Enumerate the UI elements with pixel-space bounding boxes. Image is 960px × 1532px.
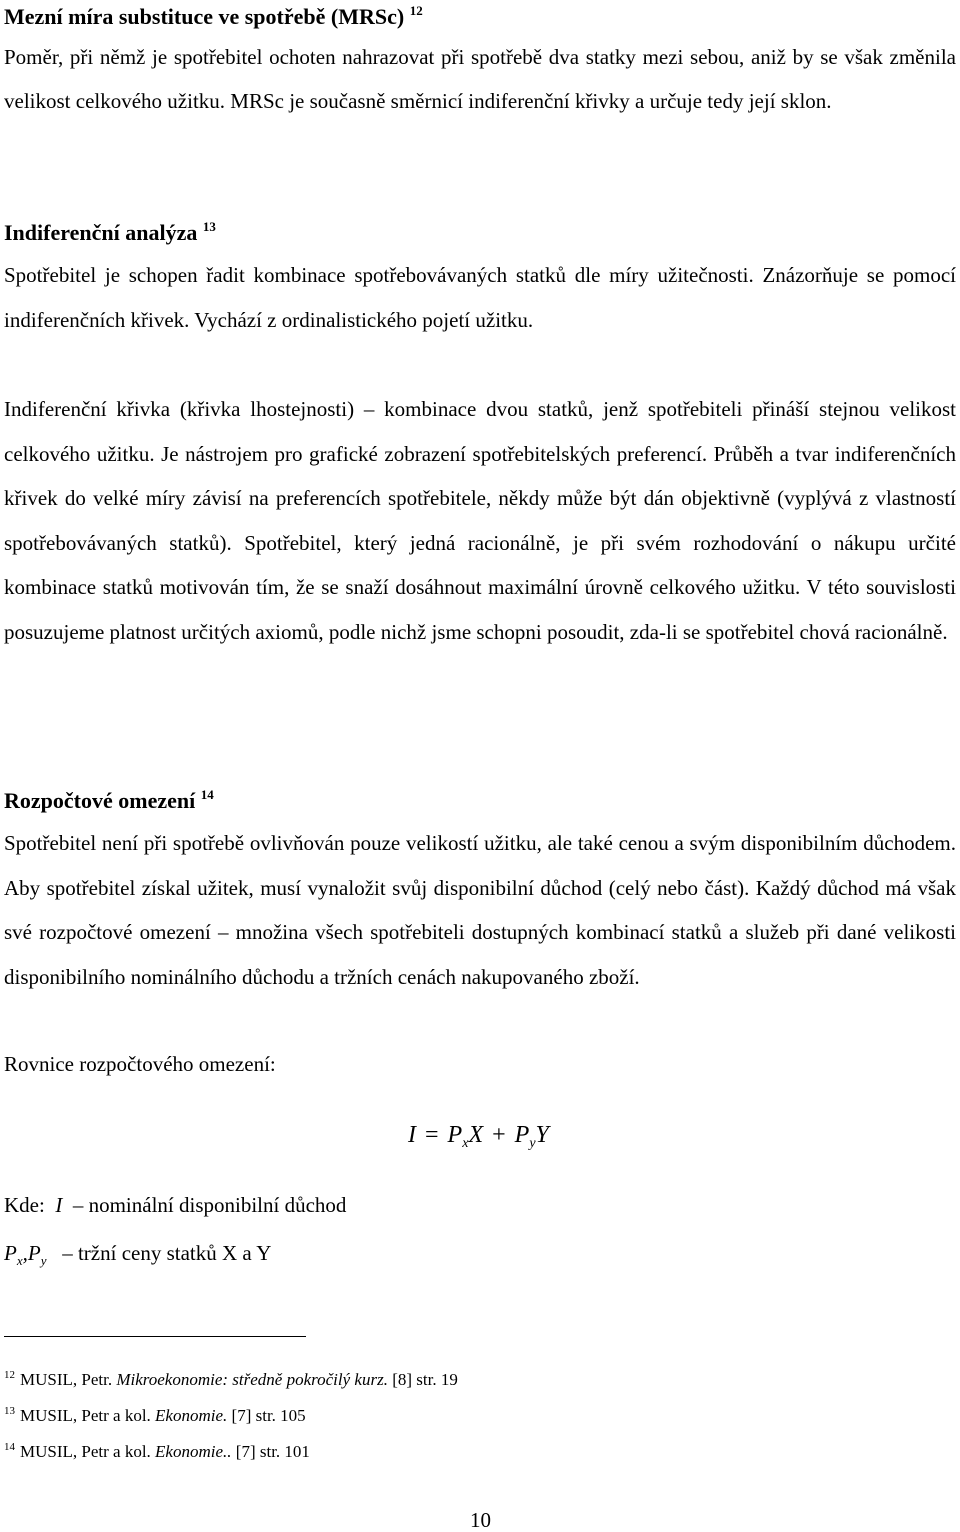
budget-equation — [408, 1122, 549, 1149]
footnote-number: 13 — [4, 1405, 15, 1417]
where-label: Kde: — [4, 1193, 45, 1217]
page-number: 10 — [470, 1508, 491, 1532]
footnote-ref: 13 — [202, 219, 216, 234]
formula-sub-y: y — [529, 1136, 536, 1151]
formula-income: I — [408, 1122, 416, 1148]
footnote-ref-text: [7] str. 105 — [231, 1406, 306, 1425]
var-p: P — [27, 1241, 41, 1265]
heading-text: Indiferenční analýza — [4, 220, 198, 245]
footnote-author: MUSIL, Petr. — [20, 1370, 113, 1389]
var-prices — [4, 1241, 47, 1268]
heading-text: Rozpočtové omezení — [4, 788, 196, 813]
paragraph-indifference-intro: Spotřebitel je schopen řadit kombinace spotřebovávaných statků dle míry užitečnosti. Znázorňuje se pomocí indiferenčních křivek. Vychází z ordinalistického pojetí užitku. — [4, 263, 956, 332]
footnote-title: Mikroekonomie: středně pokročilý kurz. — [116, 1370, 388, 1389]
var-sub-x: x — [16, 1253, 23, 1268]
footnote-separator — [4, 1336, 306, 1337]
formula-price-y: P — [514, 1122, 530, 1148]
var-separator: , — [22, 1241, 28, 1265]
footnote — [4, 1370, 458, 1390]
paragraph-indifference-curve: Indiferenční křivka (křivka lhostejnosti) – kombinace dvou statků, jenž spotřebiteli přináší stejnou velikost celkového užitku. Je nástrojem pro grafické zobrazení spotřebitelských preferencí. Průběh a tvar indiferenčních křivek do velké míry závisí na preferencích spotřebitele, někdy může být dán objektivně (vyplývá z vlastností spotřebovávaných statků). Spotřebitel, který jedná racionálně, je při svém rozhodování o nákupu určité kombinace statků motivován tím, že se snaží dosáhnout maximální úrovně celkového užitku. V této souvislosti posuzujeme platnost určitých axiomů, podle nichž jsme schopni posoudit, zda-li se spotřebitel chová racionálně. — [4, 397, 956, 644]
definition-prices — [4, 1240, 271, 1266]
formula-good-y: Y — [535, 1122, 549, 1148]
formula-good-x: X — [468, 1122, 484, 1148]
document-page — [4, 0, 956, 1531]
footnote-number: 12 — [4, 1369, 15, 1381]
formula-plus: + — [492, 1122, 506, 1148]
section-heading-mrsc — [4, 4, 423, 30]
income-description: – nominální disponibilní důchod — [72, 1193, 347, 1217]
footnote-ref-text: [8] str. 19 — [392, 1370, 458, 1389]
footnote — [4, 1442, 310, 1462]
section-heading-budget — [4, 788, 214, 814]
footnote-title: Ekonomie.. — [155, 1442, 232, 1461]
heading-text: Mezní míra substituce ve spotřebě (MRSc) — [4, 4, 405, 29]
footnote — [4, 1406, 306, 1426]
footnote-title: Ekonomie. — [155, 1406, 228, 1425]
formula-price-x: P — [447, 1122, 463, 1148]
footnote-author: MUSIL, Petr a kol. — [20, 1406, 151, 1425]
var-income: I — [55, 1193, 63, 1217]
paragraph-budget: Spotřebitel není při spotřebě ovlivňován pouze velikostí užitku, ale také cenou a svým disponibilním důchodem. Aby spotřebitel získal užitek, musí vynaložit svůj disponibilní důchod (celý nebo část). Každý důchod má však své rozpočtové omezení – množina všech spotřebiteli dostupných kombinací statků a služeb při dané velikosti disponibilního nominálního důchodu a tržních cenách nakupovaného zboží. — [4, 831, 956, 989]
formula-sub-x: x — [462, 1136, 469, 1151]
footnote-ref: 14 — [200, 787, 214, 802]
footnote-ref: 12 — [409, 3, 423, 18]
section-heading-indifference — [4, 220, 216, 246]
definition-income — [4, 1192, 346, 1218]
footnote-ref-text: [7] str. 101 — [235, 1442, 310, 1461]
equation-label: Rovnice rozpočtového omezení: — [4, 1052, 276, 1076]
footnote-author: MUSIL, Petr a kol. — [20, 1442, 151, 1461]
formula-equals: = — [425, 1122, 439, 1148]
prices-description: – tržní ceny statků X a Y — [62, 1241, 272, 1265]
var-p: P — [4, 1241, 17, 1265]
footnote-number: 14 — [4, 1441, 15, 1453]
paragraph-mrsc: Poměr, při němž je spotřebitel ochoten nahrazovat při spotřebě dva statky mezi sebou, aniž by se však změnila velikost celkového užitku. MRSc je současně směrnicí indiferenční křivky a určuje tedy její sklon. — [4, 45, 956, 113]
var-sub-y: y — [40, 1253, 47, 1268]
